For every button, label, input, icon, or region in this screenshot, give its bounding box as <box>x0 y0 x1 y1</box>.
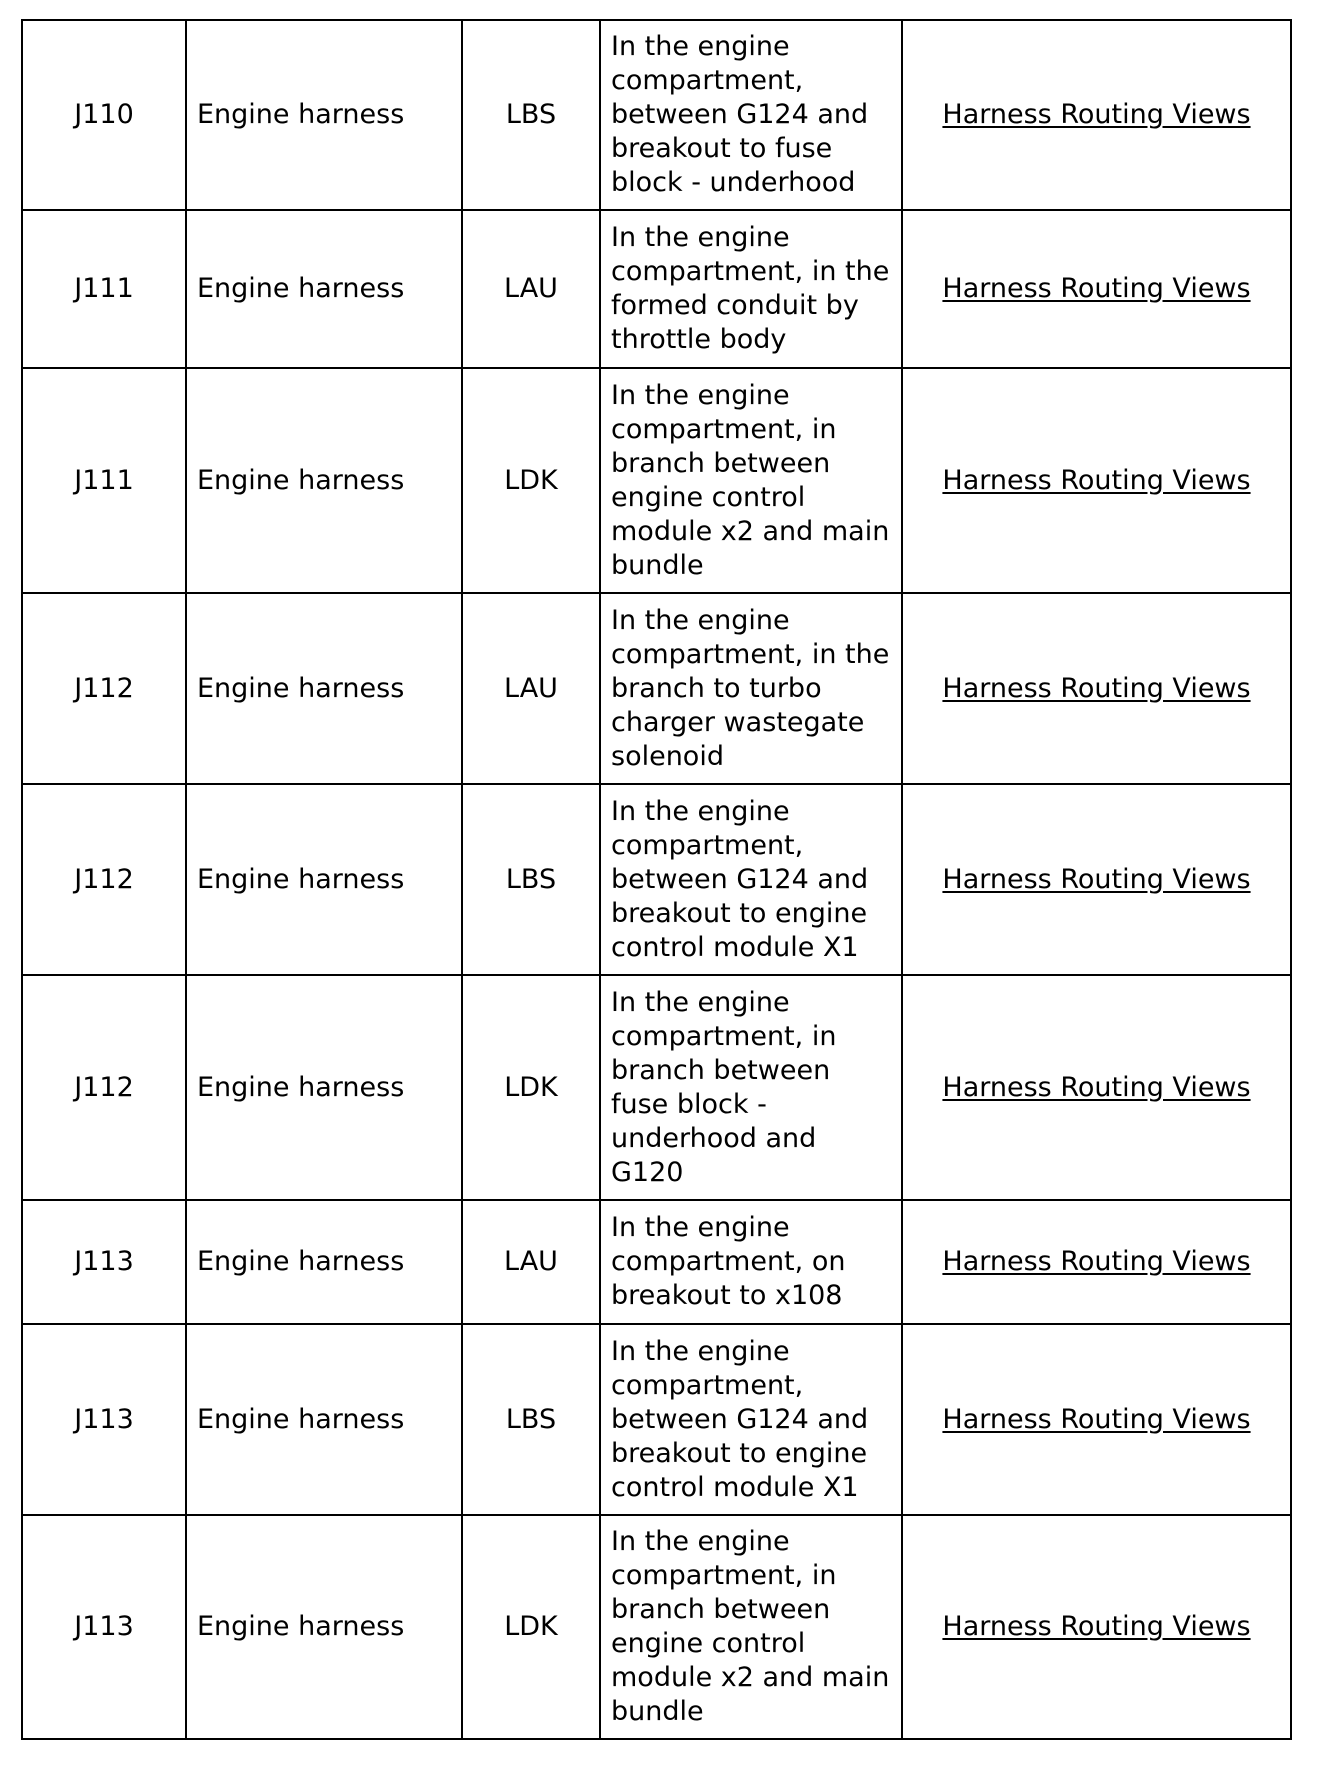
view-cell <box>902 1200 1291 1324</box>
location-cell: In the engine compartment, on breakout to x108 <box>600 1200 902 1324</box>
splice-id-cell: J111 <box>22 368 186 593</box>
table-row <box>22 784 1291 975</box>
splice-id-cell: J113 <box>22 1200 186 1324</box>
harness-cell: Engine harness <box>186 368 462 593</box>
table-row <box>22 1200 1291 1324</box>
splice-id-cell: J113 <box>22 1324 186 1515</box>
table-row <box>22 368 1291 593</box>
table-row <box>22 593 1291 784</box>
splice-id-cell: J112 <box>22 784 186 975</box>
option-cell: LAU <box>462 593 600 784</box>
view-cell <box>902 368 1291 593</box>
table-row <box>22 1324 1291 1515</box>
splice-id-cell: J113 <box>22 1515 186 1739</box>
harness-routing-views-link[interactable]: Harness Routing Views <box>942 273 1251 304</box>
location-cell: In the engine compartment, between G124 and breakout to fuse block - underhood <box>600 20 902 210</box>
harness-cell: Engine harness <box>186 20 462 210</box>
view-cell <box>902 1324 1291 1515</box>
harness-cell: Engine harness <box>186 1515 462 1739</box>
table-row <box>22 210 1291 368</box>
option-cell: LAU <box>462 1200 600 1324</box>
harness-cell: Engine harness <box>186 975 462 1200</box>
location-cell: In the engine compartment, in branch between engine control module x2 and main bundle <box>600 368 902 593</box>
location-cell: In the engine compartment, between G124 and breakout to engine control module X1 <box>600 784 902 975</box>
option-cell: LBS <box>462 784 600 975</box>
option-cell: LBS <box>462 20 600 210</box>
harness-routing-views-link[interactable]: Harness Routing Views <box>942 1403 1251 1435</box>
option-cell: LDK <box>462 368 600 593</box>
harness-routing-views-link[interactable]: Harness Routing Views <box>942 1611 1251 1642</box>
view-cell <box>902 20 1291 210</box>
option-cell: LDK <box>462 975 600 1200</box>
harness-routing-views-link[interactable]: Harness Routing Views <box>942 464 1251 496</box>
splice-id-cell: J112 <box>22 593 186 784</box>
splice-id-cell: J111 <box>22 210 186 368</box>
harness-cell: Engine harness <box>186 1324 462 1515</box>
option-cell: LDK <box>462 1515 600 1739</box>
view-cell <box>902 210 1291 368</box>
table-row <box>22 975 1291 1200</box>
harness-routing-views-link[interactable]: Harness Routing Views <box>942 1246 1251 1277</box>
harness-routing-views-link[interactable]: Harness Routing Views <box>942 1071 1251 1103</box>
option-cell: LBS <box>462 1324 600 1515</box>
harness-cell: Engine harness <box>186 1200 462 1324</box>
harness-cell: Engine harness <box>186 210 462 368</box>
splice-id-cell: J112 <box>22 975 186 1200</box>
harness-routing-views-link[interactable]: Harness Routing Views <box>942 99 1251 130</box>
splice-location-table <box>21 19 1292 1740</box>
harness-cell: Engine harness <box>186 784 462 975</box>
option-cell: LAU <box>462 210 600 368</box>
harness-cell: Engine harness <box>186 593 462 784</box>
table-row <box>22 20 1291 210</box>
view-cell <box>902 593 1291 784</box>
view-cell <box>902 1515 1291 1739</box>
location-cell: In the engine compartment, between G124 and breakout to engine control module X1 <box>600 1324 902 1515</box>
location-cell: In the engine compartment, in the formed conduit by throttle body <box>600 210 902 368</box>
location-cell: In the engine compartment, in branch between engine control module x2 and main bundle <box>600 1515 902 1739</box>
location-cell: In the engine compartment, in branch between fuse block - underhood and G120 <box>600 975 902 1200</box>
view-cell <box>902 784 1291 975</box>
splice-id-cell: J110 <box>22 20 186 210</box>
harness-routing-views-link[interactable]: Harness Routing Views <box>942 863 1251 895</box>
view-cell <box>902 975 1291 1200</box>
location-cell: In the engine compartment, in the branch to turbo charger wastegate solenoid <box>600 593 902 784</box>
harness-routing-views-link[interactable]: Harness Routing Views <box>942 672 1251 704</box>
table-row <box>22 1515 1291 1739</box>
